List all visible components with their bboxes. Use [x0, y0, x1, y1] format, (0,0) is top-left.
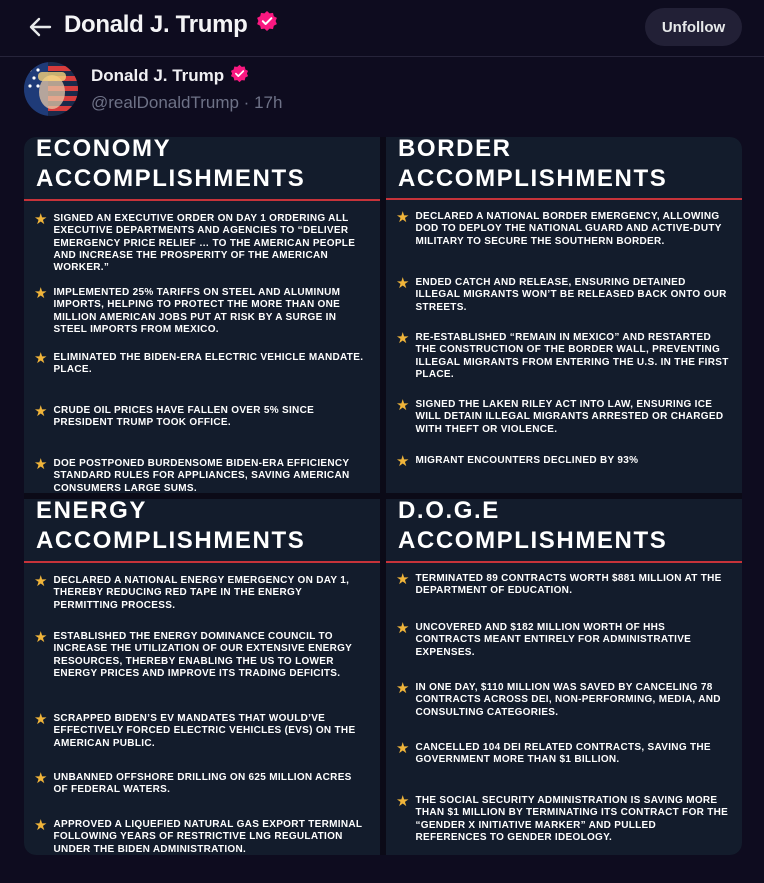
energy-panel: [24, 499, 380, 855]
star-icon: ★: [34, 817, 48, 834]
star-icon: ★: [34, 211, 48, 228]
star-icon: ★: [396, 209, 410, 226]
verified-badge-icon: [230, 64, 249, 88]
list-item: ★ UNCOVERED AND $182 MILLION WORTH OF HHS CONTRACTS MEANT ENTIRELY FOR ADMINISTRATIVE EXPENSES.: [396, 620, 692, 658]
list-item: ★ RE-ESTABLISHED “REMAIN IN MEXICO” AND RESTARTED THE CONSTRUCTION OF THE BORDER WALL, PREVENTING ILLEGAL MIGRANTS FROM ENTERING THE U.S. IN THE FIRST PLACE.: [396, 330, 729, 380]
list-item: ★ MIGRANT ENCOUNTERS DECLINED BY 93%: [396, 453, 639, 470]
star-icon: ★: [34, 573, 48, 590]
energy-title: ENERGY ACCOMPLISHMENTS: [36, 499, 306, 554]
list-item: ★ CANCELLED 104 DEI RELATED CONTRACTS, SAVING THE GOVERNMENT MORE THAN $1 BILLION.: [396, 740, 711, 766]
list-item: ★ IN ONE DAY, $110 MILLION WAS SAVED BY CANCELING 78 CONTRACTS ACROSS DEI, NON-PERFORMING, MEDIA, AND CONSULTING CATEGORIES.: [396, 680, 721, 718]
list-item: ★ THE SOCIAL SECURITY ADMINISTRATION IS SAVING MORE THAN $1 MILLION BY TERMINATING ITS CONTRACT FOR THE “GENDER X INITIATIVE MARKER” AND PULLED REFERENCES TO GENDER IDEOLOGY.: [396, 793, 729, 843]
list-item: ★ IMPLEMENTED 25% TARIFFS ON STEEL AND ALUMINUM IMPORTS, HELPING TO PROTECT THE MORE THAN ONE MILLION AMERICAN JOBS PUT AT RISK BY A SURGE IN STEEL IMPORTS FROM MEXICO.: [34, 285, 341, 335]
verified-badge-icon: [256, 10, 278, 39]
back-arrow-icon[interactable]: [24, 11, 56, 43]
header-title-text: Donald J. Trump: [64, 10, 248, 38]
star-icon: ★: [34, 403, 48, 420]
star-icon: ★: [34, 770, 48, 787]
border-divider: [386, 198, 742, 200]
star-icon: ★: [396, 571, 410, 588]
avatar[interactable]: [24, 62, 78, 116]
star-icon: ★: [396, 620, 410, 637]
economy-panel: [24, 137, 380, 493]
doge-divider: [386, 561, 742, 563]
list-item: ★ DOE POSTPONED BURDENSOME BIDEN-ERA EFFICIENCY STANDARD RULES FOR APPLIANCES, SAVING AMERICAN CONSUMERS LARGE SUMS.: [34, 456, 350, 493]
list-item: ★ DECLARED A NATIONAL ENERGY EMERGENCY ON DAY 1, THEREBY REDUCING RED TAPE IN THE ENERGY PERMITTING PROCESS.: [34, 573, 350, 611]
list-item: ★ SCRAPPED BIDEN’S EV MANDATES THAT WOULD’VE EFFECTIVELY FORCED ELECTRIC VEHICLES (EVS) ON THE AMERICAN PUBLIC.: [34, 711, 356, 749]
star-icon: ★: [34, 350, 48, 367]
list-item: ★ ESTABLISHED THE ENERGY DOMINANCE COUNCIL TO INCREASE THE UTILIZATION OF OUR EXTENSIVE ENERGY RESOURCES, THEREBY ENABLING THE US TO LOWER ENERGY PRICES AND IMPROVE ITS TRADING DEFICITS.: [34, 629, 352, 679]
economy-title: ECONOMY ACCOMPLISHMENTS: [36, 137, 306, 192]
star-icon: ★: [34, 285, 48, 302]
star-icon: ★: [396, 793, 410, 810]
star-icon: ★: [34, 456, 48, 473]
list-item: ★ SIGNED AN EXECUTIVE ORDER ON DAY 1 ORDERING ALL EXECUTIVE DEPARTMENTS AND AGENCIES TO “DELIVER EMERGENCY PRICE RELIEF … TO THE AMERICAN PEOPLE AND INCREASE THE PROSPERITY OF THE AMERICAN WORKER.”: [34, 211, 356, 274]
star-icon: ★: [396, 330, 410, 347]
star-icon: ★: [396, 397, 410, 414]
star-icon: ★: [396, 453, 410, 470]
list-item: ★ ELIMINATED THE BIDEN-ERA ELECTRIC VEHICLE MANDATE. PLACE.: [34, 350, 364, 376]
author-name-text[interactable]: Donald J. Trump: [91, 66, 225, 85]
energy-divider: [24, 561, 380, 563]
handle-and-time[interactable]: @realDonaldTrump · 17h: [91, 93, 283, 112]
star-icon: ★: [34, 711, 48, 728]
border-title: BORDER ACCOMPLISHMENTS: [398, 137, 668, 192]
unfollow-button[interactable]: Unfollow: [645, 8, 742, 46]
doge-panel: [386, 499, 742, 855]
star-icon: ★: [396, 275, 410, 292]
list-item: ★ DECLARED A NATIONAL BORDER EMERGENCY, ALLOWING DOD TO DEPLOY THE NATIONAL GUARD AND ACTIVE-DUTY MILITARY TO SECURE THE SOUTHERN BORDER.: [396, 209, 722, 247]
profile-header-title: [64, 10, 278, 39]
author-name[interactable]: [91, 64, 249, 88]
list-item: ★ ENDED CATCH AND RELEASE, ENSURING DETAINED ILLEGAL MIGRANTS WON’T BE RELEASED BACK ONTO OUR STREETS.: [396, 275, 727, 313]
list-item: ★ TERMINATED 89 CONTRACTS WORTH $881 MILLION AT THE DEPARTMENT OF EDUCATION.: [396, 571, 722, 597]
star-icon: ★: [396, 680, 410, 697]
list-item: ★ CRUDE OIL PRICES HAVE FALLEN OVER 5% SINCE PRESIDENT TRUMP TOOK OFFICE.: [34, 403, 315, 429]
action-bar-edge: [0, 872, 764, 883]
post-image[interactable]: [24, 137, 742, 855]
border-panel: [386, 137, 742, 493]
star-icon: ★: [396, 740, 410, 757]
top-bar: [0, 0, 764, 57]
list-item: ★ APPROVED A LIQUEFIED NATURAL GAS EXPORT TERMINAL FOLLOWING YEARS OF RESTRICTIVE LNG REGULATION UNDER THE BIDEN ADMINISTRATION.: [34, 817, 363, 855]
list-item: ★ UNBANNED OFFSHORE DRILLING ON 625 MILLION ACRES OF FEDERAL WATERS.: [34, 770, 352, 796]
star-icon: ★: [34, 629, 48, 646]
economy-divider: [24, 199, 380, 201]
doge-title: D.O.G.E ACCOMPLISHMENTS: [398, 499, 668, 554]
list-item: ★ SIGNED THE LAKEN RILEY ACT INTO LAW, ENSURING ICE WILL DETAIN ILLEGAL MIGRANTS ARRESTED OR CHARGED WITH THEFT OR VIOLENCE.: [396, 397, 724, 435]
